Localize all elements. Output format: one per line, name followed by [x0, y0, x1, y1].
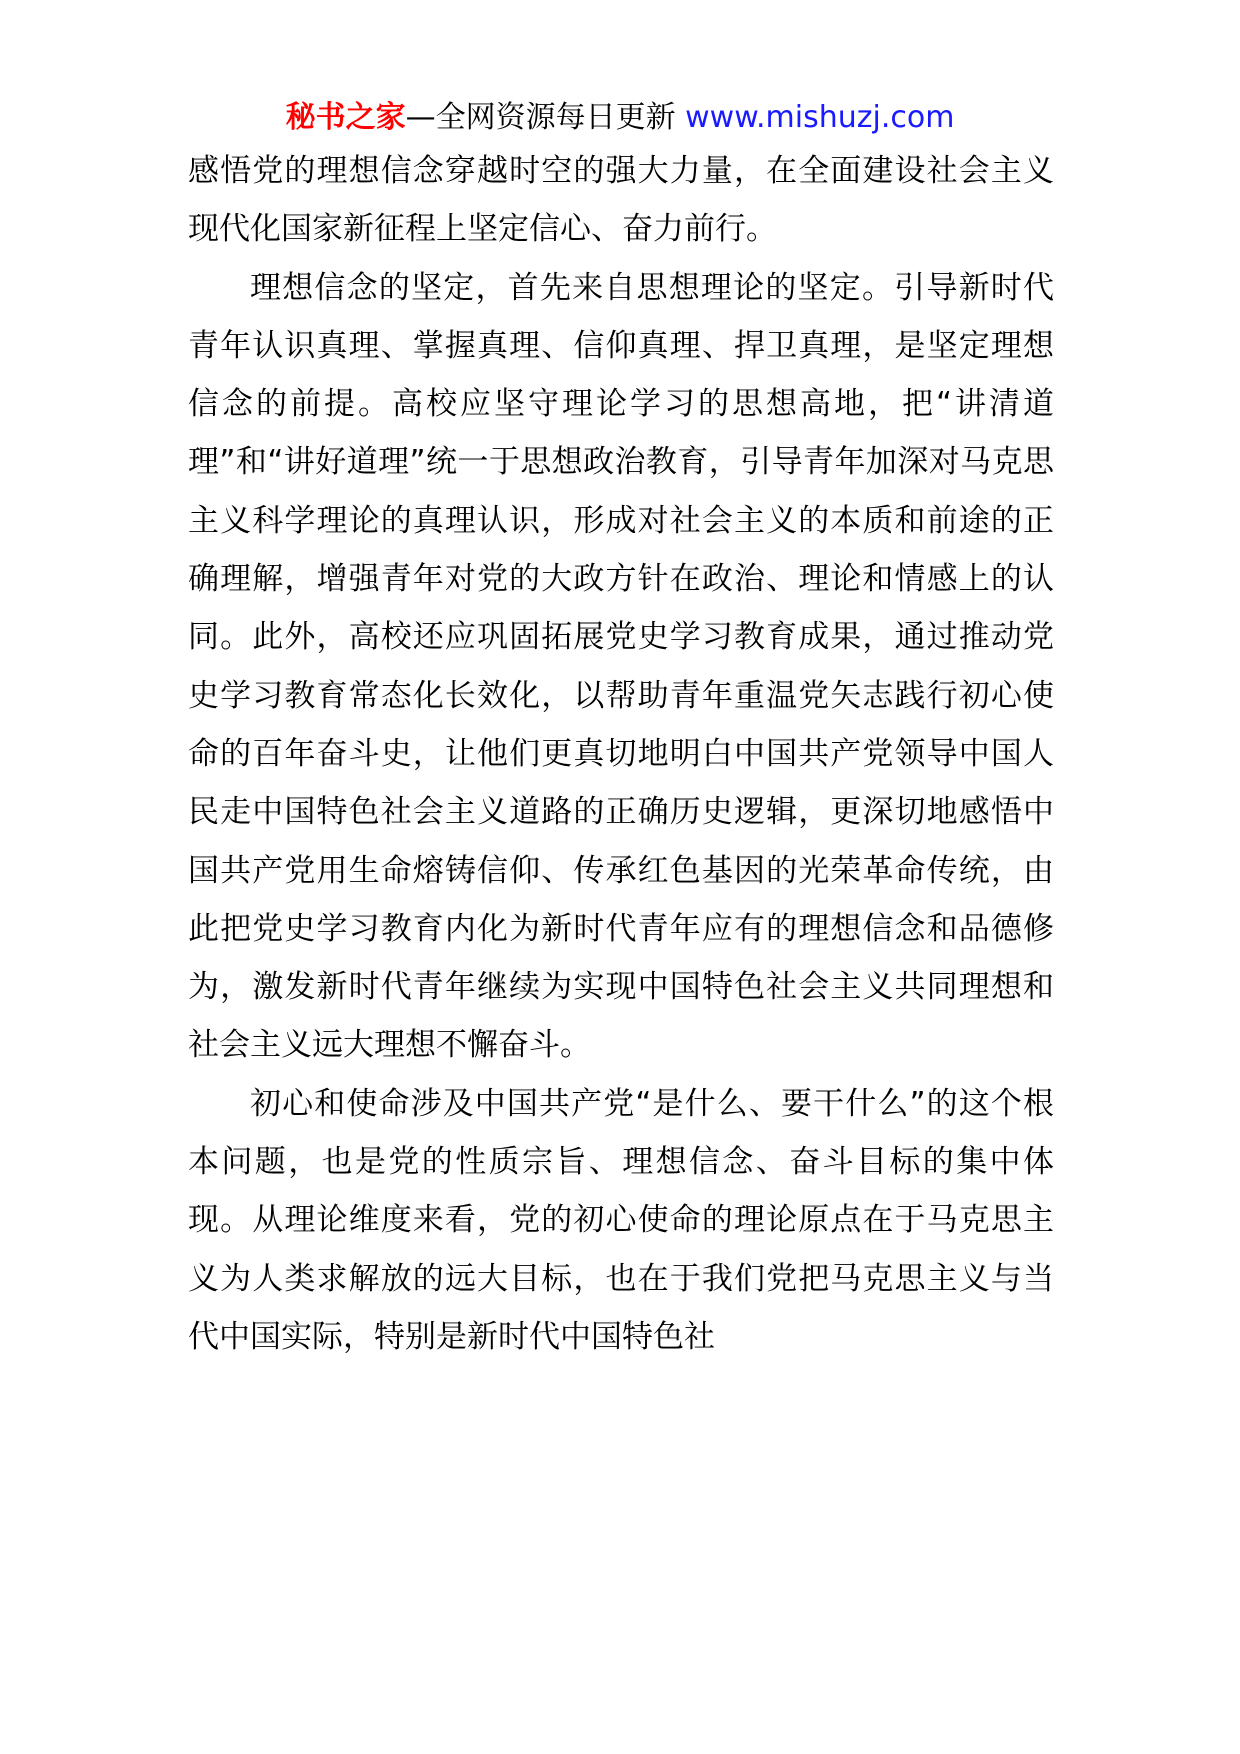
header-slogan: —全网资源每日更新 — [405, 100, 676, 135]
header-brand: 秘书之家 — [285, 100, 406, 135]
paragraph-continuation: 感悟党的理想信念穿越时空的强大力量，在全面建设社会主义现代化国家新征程上坚定信心、奋力前行。 — [188, 153, 1054, 248]
header-url-link[interactable]: www.mishuzj.com — [685, 100, 955, 135]
page-header — [0, 98, 1240, 138]
document-body — [188, 142, 1054, 1366]
paragraph-ideals: 理想信念的坚定，首先来自思想理论的坚定。引导新时代青年认识真理、掌握真理、信仰真理、捍卫真理，是坚定理想信念的前提。高校应坚守理论学习的思想高地，把“讲清道理”和“讲好道理”统一于思想政治教育，引导青年加深对马克思主义科学理论的真理认识，形成对社会主义的本质和前途的正确理解，增强青年对党的大政方针在政治、理论和情感上的认同。此外，高校还应巩固拓展党史学习教育成果，通过推动党史学习教育常态化长效化，以帮助青年重温党矢志践行初心使命的百年奋斗史，让他们更真切地明白中国共产党领导中国人民走中国特色社会主义道路的正确历史逻辑，更深切地感悟中国共产党用生命熔铸信仰、传承红色基因的光荣革命传统，由此把党史学习教育内化为新时代青年应有的理想信念和品德修为，激发新时代青年继续为实现中国特色社会主义共同理想和社会主义远大理想不懈奋斗。 — [188, 269, 1054, 1064]
paragraph-mission: 初心和使命涉及中国共产党“是什么、要干什么”的这个根本问题，也是党的性质宗旨、理想信念、奋斗目标的集中体现。从理论维度来看，党的初心使命的理论原点在于马克思主义为人类求解放的远大目标，也在于我们党把马克思主义与当代中国实际，特别是新时代中国特色社 — [188, 1085, 1054, 1355]
